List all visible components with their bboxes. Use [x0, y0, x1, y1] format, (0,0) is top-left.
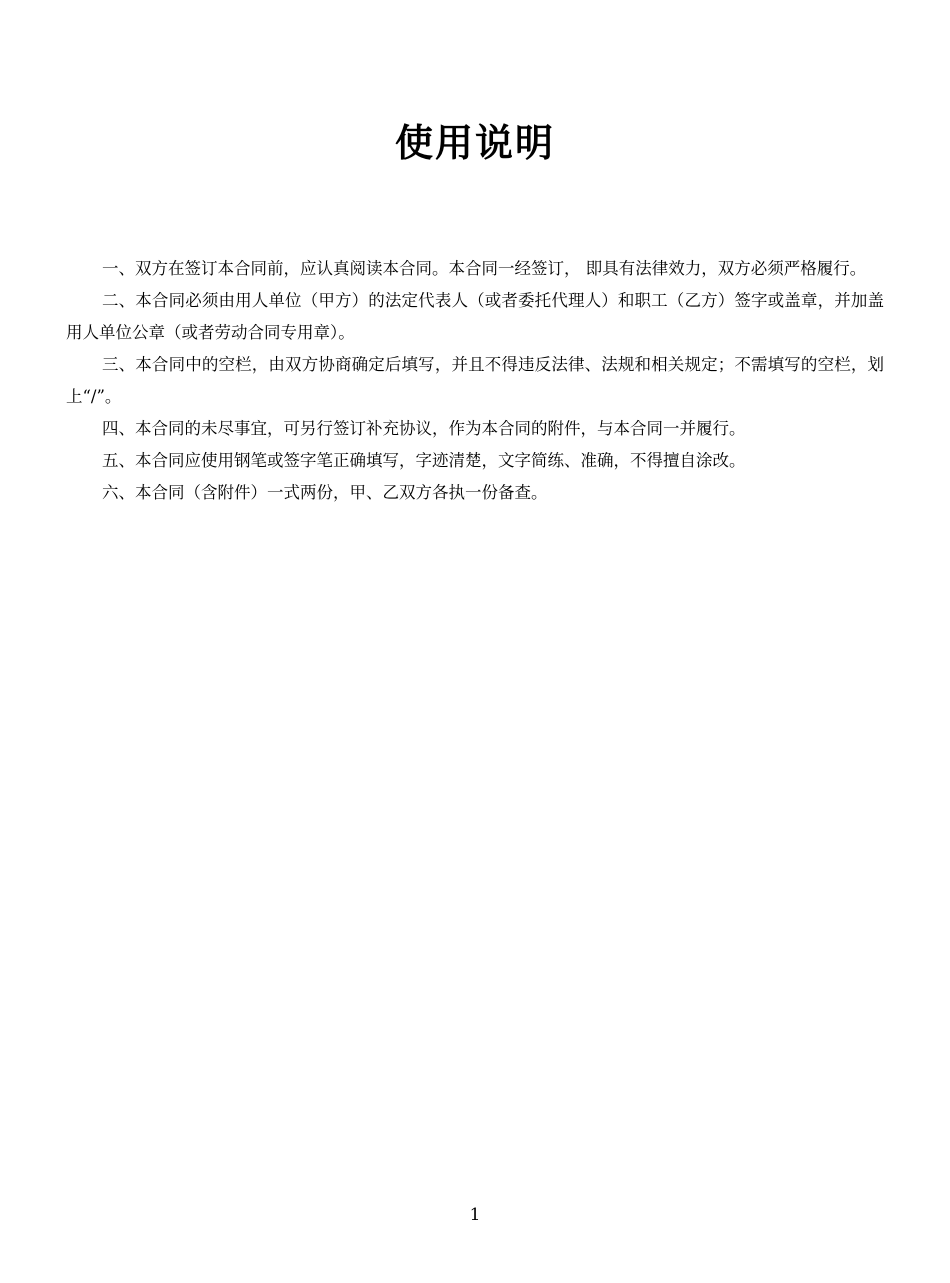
- instruction-item-6: 六、本合同（含附件）一式两份，甲、乙双方各执一份备查。: [102, 483, 548, 502]
- instructions-body: [66, 253, 884, 509]
- page-number: 1: [469, 1205, 481, 1225]
- instruction-item-5: 五、本合同应使用钢笔或签字笔正确填写，字迹清楚，文字简练、准确，不得擅自涂改。: [102, 451, 746, 470]
- instruction-item-2: 二、本合同必须由用人单位（甲方）的法定代表人（或者委托代理人）和职工（乙方）签字或盖章，并加盖用人单位公章（或者劳动合同专用章）。: [66, 291, 884, 342]
- instruction-item-3: 三、本合同中的空栏，由双方协商确定后填写，并且不得违反法律、法规和相关规定；不需填写的空栏，划上“/”。: [66, 355, 884, 406]
- page-title: 使用说明: [394, 121, 555, 165]
- instruction-item-4: 四、本合同的未尽事宜，可另行签订补充协议，作为本合同的附件，与本合同一并履行。: [102, 419, 746, 438]
- instruction-item-1: 一、双方在签订本合同前，应认真阅读本合同。本合同一经签订， 即具有法律效力，双方必须严格履行。: [102, 259, 867, 278]
